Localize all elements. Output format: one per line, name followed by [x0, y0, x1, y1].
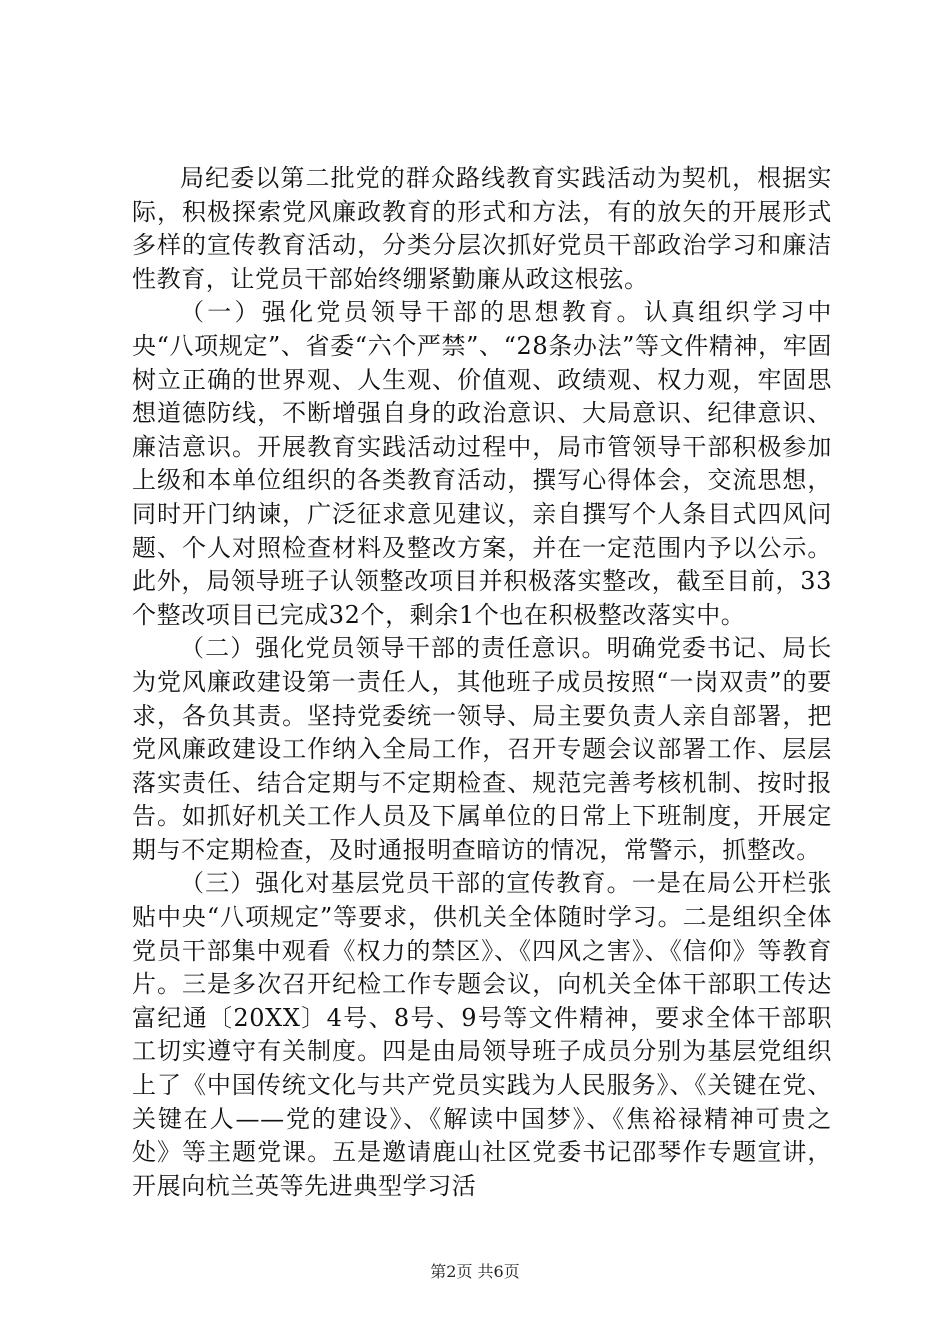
paragraph-section-3: （三）强化对基层党员干部的宣传教育。一是在局公开栏张贴中央“八项规定”等要求，供机关全体随时学习。二是组织全体党员干部集中观看《权力的禁区》、《四风之害》、《信仰》等教育片。三是多次召开纪检工作专题会议，向机关全体干部职工传达富纪通〔20XX〕4号、8号、9号等文件精神，要求全体干部职工切实遵守有关制度。四是由局领导班子成员分别为基层党组织上了《中国传统文化与共产党员实践为人民服务》、《关键在党、关键在人——党的建设》、《解读中国梦》、《焦裕禄精神可贵之处》等主题党课。五是邀请鹿山社区党委书记邵琴作专题宣讲，开展向杭兰英等先进典型学习活	[132, 869, 832, 1200]
document-body	[132, 162, 832, 1203]
page-footer: 第2页 共6页	[430, 1262, 520, 1281]
paragraph-intro: 局纪委以第二批党的群众路线教育实践活动为契机，根据实际，积极探索党风廉政教育的形式和方法，有的放矢的开展形式多样的宣传教育活动，分类分层次抓好党员干部政治学习和廉洁性教育，让党员干部始终绷紧勤廉从政这根弦。	[132, 164, 832, 293]
paragraph-section-2: （二）强化党员领导干部的责任意识。明确党委书记、局长为党风廉政建设第一责任人，其他班子成员按照“一岗双责”的要求，各负其责。坚持党委统一领导、局主要负责人亲自部署，把党风廉政建设工作纳入全局工作，召开专题会议部署工作、层层落实责任、结合定期与不定期检查、规范完善考核机制、按时报告。如抓好机关工作人员及下属单位的日常上下班制度，开展定期与不定期检查，及时通报明查暗访的情况，常警示，抓整改。	[132, 634, 832, 864]
paragraph-section-1: （一）强化党员领导干部的思想教育。认真组织学习中央“八项规定”、省委“六个严禁”、“28条办法”等文件精神，牢固树立正确的世界观、人生观、价值观、政绩观、权力观，牢固思想道德防线，不断增强自身的政治意识、大局意识、纪律意识、廉洁意识。开展教育实践活动过程中，局市管领导干部积极参加上级和本单位组织的各类教育活动，撰写心得体会，交流思想，同时开门纳谏，广泛征求意见建议，亲自撰写个人条目式四风问题、个人对照检查材料及整改方案，并在一定范围内予以公示。此外，局领导班子认领整改项目并积极落实整改，截至目前，33个整改项目已完成32个，剩余1个也在积极整改落实中。	[132, 298, 832, 629]
